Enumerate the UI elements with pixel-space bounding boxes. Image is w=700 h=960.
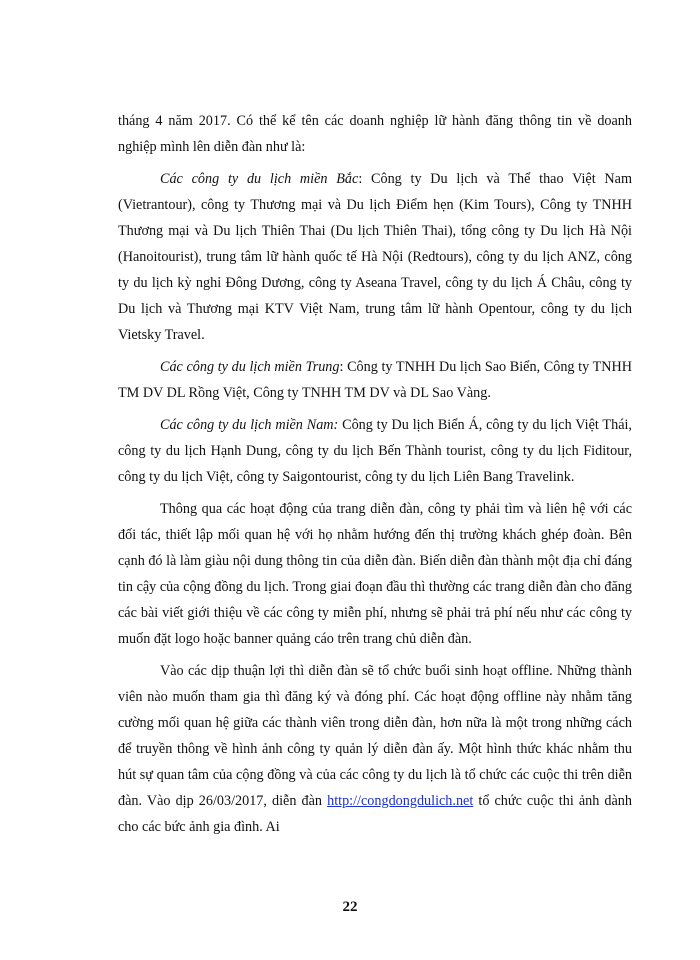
paragraph-central-companies — [118, 354, 632, 406]
paragraph-south-companies — [118, 412, 632, 490]
document-body — [118, 108, 632, 840]
forum-link[interactable]: http://congdongdulich.net — [327, 793, 474, 809]
paragraph-intro: tháng 4 năm 2017. Có thể kể tên các doanh nghiệp lữ hành đăng thông tin về doanh nghiệp mình lên diễn đàn như là: — [118, 113, 632, 155]
offline-text-after: tổ chức cuộc thi ảnh dành cho các bức ảnh gia đình. Ai — [118, 793, 632, 835]
south-lead: Các công ty du lịch miền Nam: — [160, 417, 339, 433]
page-number: 22 — [342, 899, 358, 915]
north-lead: Các công ty du lịch miền Bắc — [160, 171, 359, 187]
paragraph-offline-events — [118, 658, 632, 840]
north-body: : Công ty Du lịch và Thể thao Việt Nam (Vietrantour), công ty Thương mại và Du lịch Điểm hẹn (Kim Tours), Công ty TNHH Thương mại và Du lịch Thiên Thai (Du lịch Thiên Thai), tổng công ty Du lịch Hà Nội (Hanoitourist), trung tâm lữ hành quốc tế Hà Nội (Redtours), công ty du lịch ANZ, công ty du lịch kỳ nghỉ Đông Dương, công ty Aseana Travel, công ty du lịch Á Châu, công ty Du lịch và Thương mại KTV Việt Nam, trung tâm lữ hành Opentour, công ty du lịch Vietsky Travel. — [118, 171, 632, 343]
central-lead: Các công ty du lịch miền Trung — [160, 359, 340, 375]
paragraph-forum-activities: Thông qua các hoạt động của trang diễn đàn, công ty phải tìm và liên hệ với các đối tác, thiết lập mối quan hệ với họ nhằm hướng đến thị trường khách ghép đoàn. Bên cạnh đó là làm giàu nội dung thông tin của diễn đàn. Biến diễn đàn thành một địa chỉ đáng tin cậy của cộng đồng du lịch. Trong giai đoạn đầu thì thường các trang diễn đàn cho đăng các bài viết giới thiệu về các công ty miễn phí, nhưng sẽ phải trả phí nếu như các công ty muốn đặt logo hoặc banner quảng cáo trên trang chủ diễn đàn. — [118, 501, 632, 647]
central-body: : Công ty TNHH Du lịch Sao Biển, Công ty TNHH TM DV DL Rồng Việt, Công ty TNHH TM DV và DL Sao Vàng. — [118, 359, 632, 401]
paragraph-north-companies — [118, 166, 632, 348]
south-body: Công ty Du lịch Biển Á, công ty du lịch Việt Thái, công ty du lịch Hạnh Dung, công ty du lịch Bến Thành tourist, công ty du lịch Fiditour, công ty du lịch Việt, công ty Saigontourist, công ty du lịch Liên Bang Travelink. — [118, 417, 632, 485]
offline-text-before: Vào các dịp thuận lợi thì diễn đàn sẽ tổ chức buổi sinh hoạt offline. Những thành viên nào muốn tham gia thì đăng ký và đóng phí. Các hoạt động offline này nhằm tăng cường mối quan hệ giữa các thành viên trong diễn đàn, hơn nữa là một trong những cách để truyền thông về hình ảnh công ty quản lý diễn đàn ấy. Một hình thức khác nhằm thu hút sự quan tâm của cộng đồng và của các công ty du lịch là tổ chức các cuộc thi trên diễn đàn. Vào dịp 26/03/2017, diễn đàn — [118, 663, 632, 809]
